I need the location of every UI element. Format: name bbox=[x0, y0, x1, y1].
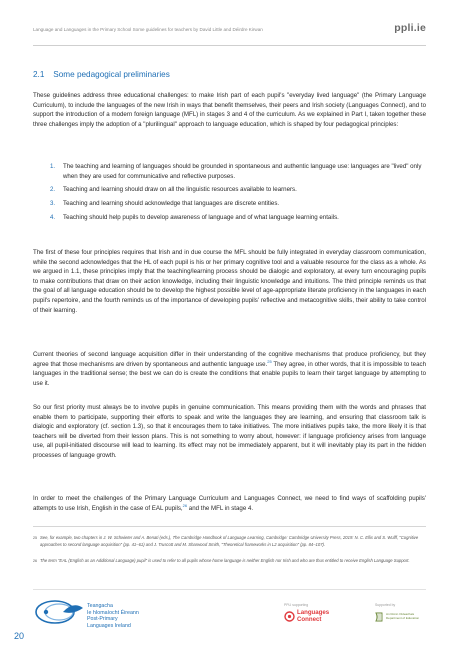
ppli-line: Post-Primary bbox=[87, 616, 118, 623]
list-number: 3. bbox=[50, 200, 56, 208]
languages-connect-caption: PPLI supporting bbox=[284, 603, 309, 607]
paragraph-sla-theories bbox=[33, 350, 426, 388]
languages-connect-icon bbox=[284, 611, 295, 622]
footnote-25 bbox=[33, 535, 425, 548]
footnote-ref-25[interactable]: 25 bbox=[267, 358, 272, 364]
footnote-text: The term "EAL (English as an Additional Language) pupil" is used to refer to all pupils whose home language is neither English nor Irish and who are thus entitled to receive English Language Support. bbox=[40, 558, 410, 563]
department-logo bbox=[386, 612, 419, 620]
footnote-ref-26[interactable]: 26 bbox=[182, 502, 188, 508]
list-text: The teaching and learning of languages should be grounded in spontaneous and authentic language use: languages are "lived" only when they are used for communicative and reflective purposes. bbox=[63, 163, 422, 180]
list-number: 1. bbox=[50, 163, 56, 170]
languages-connect-logo bbox=[297, 610, 329, 623]
paragraph-intro: These guidelines address three educational challenges: to make Irish part of each pupil's "everyday lived language" (the Primary Language Curriculum), to include the languages of the new Irish in ways that benefit themselves, their peers and Irish society (Languages Connect), and to support the introduction of a modern foreign language (MFL) in stages 3 and 4 of the curriculum. As we explained in Part I, taken together these three challenges imply the adoption of a "plurilingual" approach to language education, which is shaped by four pedagogical principles: bbox=[33, 92, 426, 128]
dept-line: An Roinn Oideachais bbox=[386, 612, 415, 616]
list-item bbox=[50, 162, 426, 181]
list-number: 4. bbox=[50, 214, 56, 222]
ppli-wordmark bbox=[87, 603, 139, 629]
footer-rule bbox=[33, 589, 426, 590]
list-item bbox=[50, 213, 426, 223]
list-text: Teaching and learning should draw on all the linguistic resources available to learners. bbox=[63, 186, 297, 194]
paragraph-principles-discussion: The first of these four principles requires that Irish and in due course the MFL should be fully integrated in everyday classroom communication, while the second acknowledges that the HL of each pupil is his or her primary cognitive tool and a valuable resource for the class as a whole. As we argued in 1.1, these principles imply that the teaching/learning process should be dialogic and exploratory, at every turn encouraging pupils to make contributions that draw on their action knowledge, including their linguistic knowledge and intuitions. The third principle reminds us that the goal of all language education should be to develop the highest possible level of age-appropriate literate proficiency in the languages in each pupil's repertoire, and the fourth reminds us of the importance of developing pupils' reflective and metacognitive skills, their ability to take control of their learning. bbox=[33, 249, 426, 314]
lc-line: Connect bbox=[297, 615, 322, 623]
paragraph-priority: So our first priority must always be to involve pupils in genuine communication. This means providing them with the words and phrases that enable them to participate, supporting their efforts to speak and write the languages they are learning, and ensuring that classroom talk is dialogic and exploratory (cf. section 1.3), so that it encourages them to take initiatives. The more initiatives pupils take, the more likely it is that teachers will be diverted from their lesson plans. This is not something to worry about, however: if language proficiency arises from language use, all pupil-initiated discourse will lead to learning. Its effect may not be immediately apparent, but it will inevitably play its part in the hidden processes of language growth. bbox=[33, 404, 426, 459]
section-heading bbox=[33, 70, 170, 79]
paragraph-scaffolding bbox=[33, 494, 426, 513]
ppli-logo-icon bbox=[33, 597, 85, 627]
page-number: 20 bbox=[14, 631, 25, 641]
paragraph-text: They agree, in other words, that it is impossible to teach languages in the traditional sense; the best we can do is create the conditions that enable pupils to learn their target language by attempting to use it. bbox=[33, 360, 426, 387]
harp-icon bbox=[375, 612, 384, 622]
list-text: Teaching should help pupils to develop awareness of language and of what language learning entails. bbox=[63, 214, 339, 222]
ppli-line: Languages Ireland bbox=[87, 622, 131, 629]
list-text: Teaching and learning should acknowledge that languages are discrete entities. bbox=[63, 200, 280, 208]
site-brand[interactable]: ppli.ie bbox=[394, 22, 426, 34]
running-header: Language and Languages in the Primary School Some guidelines for teachers by David Little and Déirdre Kirwan bbox=[33, 27, 263, 32]
list-item bbox=[50, 199, 426, 209]
dept-line: Department of Education bbox=[386, 616, 420, 620]
principles-list bbox=[50, 162, 426, 227]
footnote-26 bbox=[33, 558, 425, 565]
paragraph-text: In order to meet the challenges of the Primary Language Curriculum and Languages Connect, we need to find ways of scaffolding pupils' attempts to use Irish, English in the case of EAL pupils, bbox=[33, 495, 426, 512]
footnote-text: See, for example, two chapters in J. W. Schwieter and A. Benati (eds.), The Cambridge Handbook of Language Learning, Cambridge: Cambridge University Press, 2019: N. C. Ellis and S. Wulff, "Cognitive approaches to second language acquisition" (pp. 41–61) and J. Truscott and M. Sharwood Smith, "Theoretical frameworks in L2 acquisition" (pp. 84–107). bbox=[40, 535, 419, 547]
ppli-line: Teangacha bbox=[87, 603, 113, 609]
list-number: 2. bbox=[50, 186, 56, 194]
paragraph-text: and the MFL in stage 4. bbox=[187, 504, 254, 512]
footnote-rule bbox=[33, 526, 426, 527]
paragraph-text: Current theories of second language acquisition differ in their understanding of the cognitive mechanisms that produce proficiency, but they agree that those mechanisms are driven by spontaneous and authentic language use. bbox=[33, 351, 426, 368]
ppli-line: Ie hIomaíocht Éireann bbox=[87, 609, 139, 616]
header-rule bbox=[33, 45, 426, 46]
list-item bbox=[50, 185, 426, 195]
lc-line: Languages bbox=[297, 609, 330, 616]
section-number: 2.1 bbox=[33, 70, 45, 79]
department-caption: Supported by bbox=[375, 603, 396, 607]
section-title: Some pedagogical preliminaries bbox=[53, 70, 170, 79]
footnote-number: 25 bbox=[33, 536, 37, 540]
footnote-number: 26 bbox=[33, 559, 37, 563]
